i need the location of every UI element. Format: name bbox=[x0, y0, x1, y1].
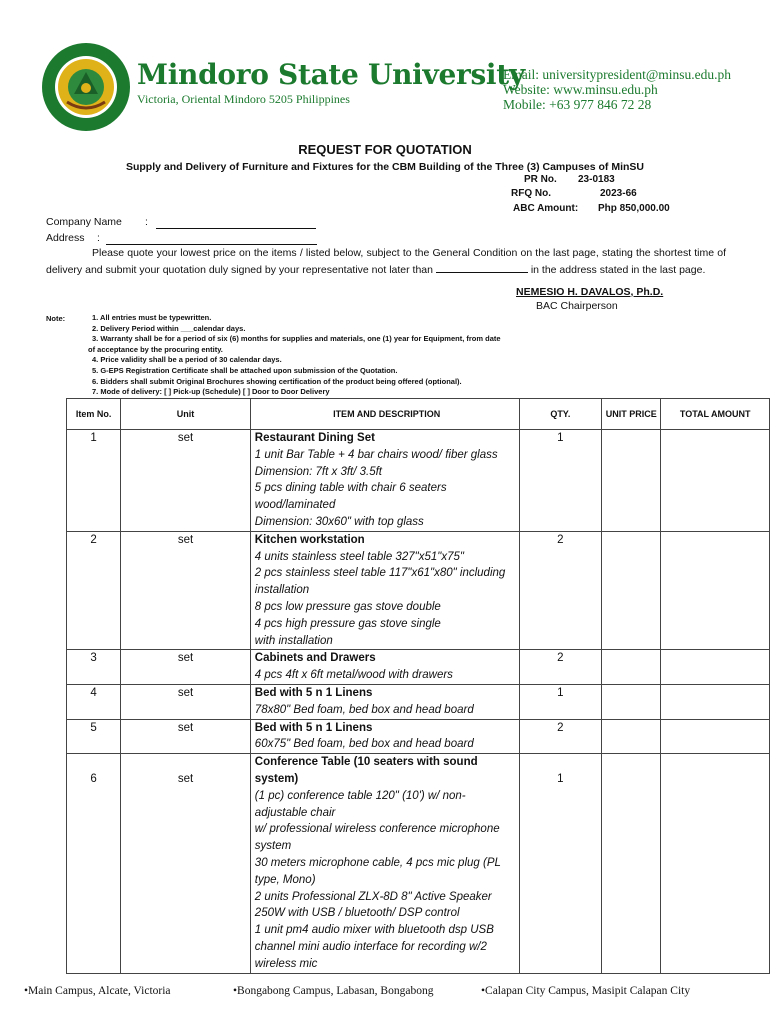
qty-cell-value: 2 bbox=[557, 721, 564, 734]
total-amount-cell[interactable] bbox=[661, 754, 770, 973]
footer-campus-main: •Main Campus, Alcate, Victoria bbox=[24, 985, 171, 997]
unit-price-cell[interactable] bbox=[602, 754, 661, 973]
item-spec-line: 250W with USB / bluetooth/ DSP control bbox=[254, 907, 460, 920]
item-spec-line: Dimension: 7ft x 3ft/ 3.5ft bbox=[254, 465, 382, 478]
item-spec-line: 2 units Professional ZLX-8D 8" Active Speaker bbox=[254, 890, 492, 903]
note-item: 7. Mode of delivery: [ ] Pick-up (Schedule) [ ] Door to Door Delivery bbox=[92, 387, 330, 397]
item-no-cell-value: 3 bbox=[90, 652, 97, 665]
item-no-cell bbox=[67, 650, 121, 685]
item-spec-line: 2 pcs stainless steel table 117"x61"x80" including bbox=[254, 567, 506, 580]
description-cell bbox=[250, 650, 519, 685]
qty-cell bbox=[519, 650, 602, 685]
item-spec-line: 1 unit pm4 audio mixer with bluetooth dsp USB bbox=[254, 924, 494, 937]
rfq-label: RFQ No. bbox=[511, 188, 551, 199]
table-row bbox=[67, 754, 770, 973]
item-spec-line: wireless mic bbox=[254, 957, 318, 970]
total-amount-cell[interactable] bbox=[661, 531, 770, 650]
address-label: Address bbox=[46, 232, 85, 244]
unit-cell-value: set bbox=[177, 432, 194, 444]
university-name: Mindoro State University bbox=[137, 58, 525, 91]
abc-label: ABC Amount: bbox=[513, 203, 579, 214]
item-title: Bed with 5 n 1 Linens bbox=[254, 721, 373, 734]
document-subtitle: Supply and Delivery of Furniture and Fixtures for the CBM Building of the Three (3) Campuses of MinSU bbox=[125, 161, 645, 173]
table-header-row bbox=[67, 399, 770, 430]
unit-cell bbox=[121, 719, 251, 754]
table-row bbox=[67, 719, 770, 754]
item-spec-line: wood/laminated bbox=[254, 499, 336, 512]
item-spec-line: 60x75" Bed foam, bed box and head board bbox=[254, 738, 474, 751]
note-item: 1. All entries must be typewritten. bbox=[92, 313, 212, 322]
item-no-cell bbox=[67, 430, 121, 532]
unit-cell-value: set bbox=[177, 686, 194, 699]
signatory-name: NEMESIO H. DAVALOS, Ph.D. bbox=[516, 286, 664, 298]
total-amount-cell[interactable] bbox=[661, 719, 770, 754]
description-cell bbox=[250, 719, 519, 754]
deadline-blank[interactable] bbox=[436, 262, 528, 273]
unit-price-cell[interactable] bbox=[602, 719, 661, 754]
description-cell bbox=[250, 430, 519, 532]
description-cell bbox=[250, 531, 519, 650]
qty-cell bbox=[519, 684, 602, 719]
item-no-cell bbox=[67, 531, 121, 650]
item-title: Conference Table (10 seaters with sound bbox=[254, 756, 478, 769]
item-no-cell bbox=[67, 754, 121, 973]
contact-email: Email: universitypresident@minsu.edu.ph bbox=[503, 67, 732, 82]
document-title: REQUEST FOR QUOTATION bbox=[298, 142, 472, 157]
note-item: of acceptance by the procuring entity. bbox=[88, 344, 223, 354]
qty-cell bbox=[519, 531, 602, 650]
instruction-text-1: Please quote your lowest price on the items / listed below, subject to the General Condition on the last page, stating the shortest time of delivery and submit your quotation duly signed by your representative not later than bbox=[46, 247, 726, 276]
total-amount-cell[interactable] bbox=[661, 430, 770, 532]
item-spec-line: 4 pcs high pressure gas stove single bbox=[254, 617, 441, 630]
unit-cell bbox=[121, 430, 251, 532]
unit-cell-value: set bbox=[177, 533, 194, 546]
qty-cell-value: 2 bbox=[557, 533, 564, 546]
unit-cell-value: set bbox=[177, 721, 194, 734]
unit-price-cell[interactable] bbox=[602, 650, 661, 685]
item-no-cell-value: 5 bbox=[90, 721, 97, 734]
table-row bbox=[67, 430, 770, 532]
note-item: 6. Bidders shall submit Original Brochures showing certification of the product being offered (optional). bbox=[92, 376, 462, 386]
item-title: system) bbox=[254, 772, 299, 785]
note-item: 3. Warranty shall be for a period of six (6) months for supplies and materials, one (1) year for Equipment, from date bbox=[92, 334, 501, 344]
notes-list bbox=[88, 313, 552, 398]
company-name-colon: : bbox=[145, 216, 148, 228]
unit-price-cell[interactable] bbox=[602, 430, 661, 532]
item-spec-line: 5 pcs dining table with chair 6 seaters bbox=[254, 482, 447, 495]
item-spec-line: 4 pcs 4ft x 6ft metal/wood with drawers bbox=[254, 669, 453, 682]
item-no-cell bbox=[67, 719, 121, 754]
contact-block bbox=[503, 67, 731, 112]
description-cell bbox=[250, 754, 519, 973]
item-spec-line: installation bbox=[254, 584, 310, 597]
note-item: 4. Price validity shall be a period of 30 calendar days. bbox=[92, 355, 282, 365]
item-spec-line: type, Mono) bbox=[254, 873, 316, 886]
item-spec-line: 78x80" Bed foam, bed box and head board bbox=[254, 703, 474, 716]
item-no-cell-value: 4 bbox=[90, 686, 97, 699]
total-amount-cell[interactable] bbox=[661, 650, 770, 685]
quotation-table bbox=[66, 398, 770, 974]
note-label: Note: bbox=[46, 314, 66, 323]
unit-cell bbox=[121, 684, 251, 719]
table-row bbox=[67, 684, 770, 719]
item-no-cell-value: 2 bbox=[90, 533, 97, 546]
item-spec-line: adjustable chair bbox=[254, 806, 336, 819]
item-spec-line: channel mini audio interface for recording w/2 bbox=[254, 940, 487, 953]
item-title: Restaurant Dining Set bbox=[254, 432, 375, 444]
item-spec-line: system bbox=[254, 840, 292, 853]
col-unit: Unit bbox=[121, 399, 251, 430]
footer-campus-bongabong: •Bongabong Campus, Labasan, Bongabong bbox=[233, 985, 434, 997]
address-field[interactable] bbox=[106, 232, 317, 245]
pr-label: PR No. bbox=[524, 174, 557, 185]
note-item: 2. Delivery Period within ___calendar days. bbox=[92, 323, 246, 333]
item-title: Cabinets and Drawers bbox=[254, 652, 376, 665]
col-description: ITEM AND DESCRIPTION bbox=[250, 399, 519, 430]
col-unit-price: UNIT PRICE bbox=[602, 399, 661, 430]
col-total-amount: TOTAL AMOUNT bbox=[661, 399, 770, 430]
contact-mobile: Mobile: +63 977 846 72 28 bbox=[503, 97, 652, 112]
item-spec-line: with installation bbox=[254, 634, 333, 647]
qty-cell-value: 1 bbox=[557, 686, 564, 699]
abc-value: Php 850,000.00 bbox=[598, 203, 670, 214]
item-no-cell-value: 1 bbox=[90, 432, 97, 444]
table-body bbox=[67, 430, 770, 974]
university-address: Victoria, Oriental Mindoro 5205 Philippines bbox=[137, 92, 350, 106]
col-qty: QTY. bbox=[519, 399, 602, 430]
item-spec-line: 8 pcs low pressure gas stove double bbox=[254, 600, 441, 613]
unit-price-cell[interactable] bbox=[602, 684, 661, 719]
unit-cell-value: set bbox=[177, 773, 194, 786]
rfq-value: 2023-66 bbox=[600, 188, 637, 199]
total-amount-cell[interactable] bbox=[661, 684, 770, 719]
item-no-cell-value: 6 bbox=[90, 773, 97, 786]
pr-value: 23-0183 bbox=[578, 174, 615, 185]
table-row bbox=[67, 650, 770, 685]
note-item: 5. G-EPS Registration Certificate shall be attached upon submission of the Quotation. bbox=[92, 365, 398, 375]
item-spec-line: 1 unit Bar Table + 4 bar chairs wood/ fiber glass bbox=[254, 448, 498, 461]
instruction-paragraph bbox=[46, 246, 726, 278]
qty-cell bbox=[519, 719, 602, 754]
company-name-field[interactable] bbox=[156, 216, 316, 229]
item-spec-line: 4 units stainless steel table 327"x51"x75" bbox=[254, 550, 464, 563]
signatory-title: BAC Chairperson bbox=[536, 300, 618, 312]
qty-cell-value: 2 bbox=[557, 652, 564, 665]
item-title: Bed with 5 n 1 Linens bbox=[254, 686, 373, 699]
item-spec-line: Dimension: 30x60" with top glass bbox=[254, 515, 424, 528]
item-title: Kitchen workstation bbox=[254, 533, 365, 546]
footer-campus-calapan: •Calapan City Campus, Masipit Calapan City bbox=[481, 985, 691, 997]
qty-cell bbox=[519, 754, 602, 973]
university-seal-logo bbox=[41, 42, 131, 132]
unit-cell-value: set bbox=[177, 652, 194, 665]
item-no-cell bbox=[67, 684, 121, 719]
description-cell bbox=[250, 684, 519, 719]
unit-cell bbox=[121, 754, 251, 973]
table-row bbox=[67, 531, 770, 650]
unit-cell bbox=[121, 531, 251, 650]
item-spec-line: 30 meters microphone cable, 4 pcs mic plug (PL bbox=[254, 856, 501, 869]
address-colon: : bbox=[97, 232, 100, 244]
company-name-label: Company Name bbox=[46, 216, 122, 228]
unit-cell bbox=[121, 650, 251, 685]
item-spec-line: w/ professional wireless conference microphone bbox=[254, 823, 500, 836]
qty-cell bbox=[519, 430, 602, 532]
qty-cell-value: 1 bbox=[557, 773, 564, 786]
unit-price-cell[interactable] bbox=[602, 531, 661, 650]
col-item-no: Item No. bbox=[67, 399, 121, 430]
contact-website: Website: www.minsu.edu.ph bbox=[503, 82, 658, 97]
instruction-text-2: in the address stated in the last page. bbox=[530, 263, 706, 276]
item-spec-line: (1 pc) conference table 120" (10') w/ non- bbox=[254, 789, 466, 802]
qty-cell-value: 1 bbox=[557, 432, 564, 444]
